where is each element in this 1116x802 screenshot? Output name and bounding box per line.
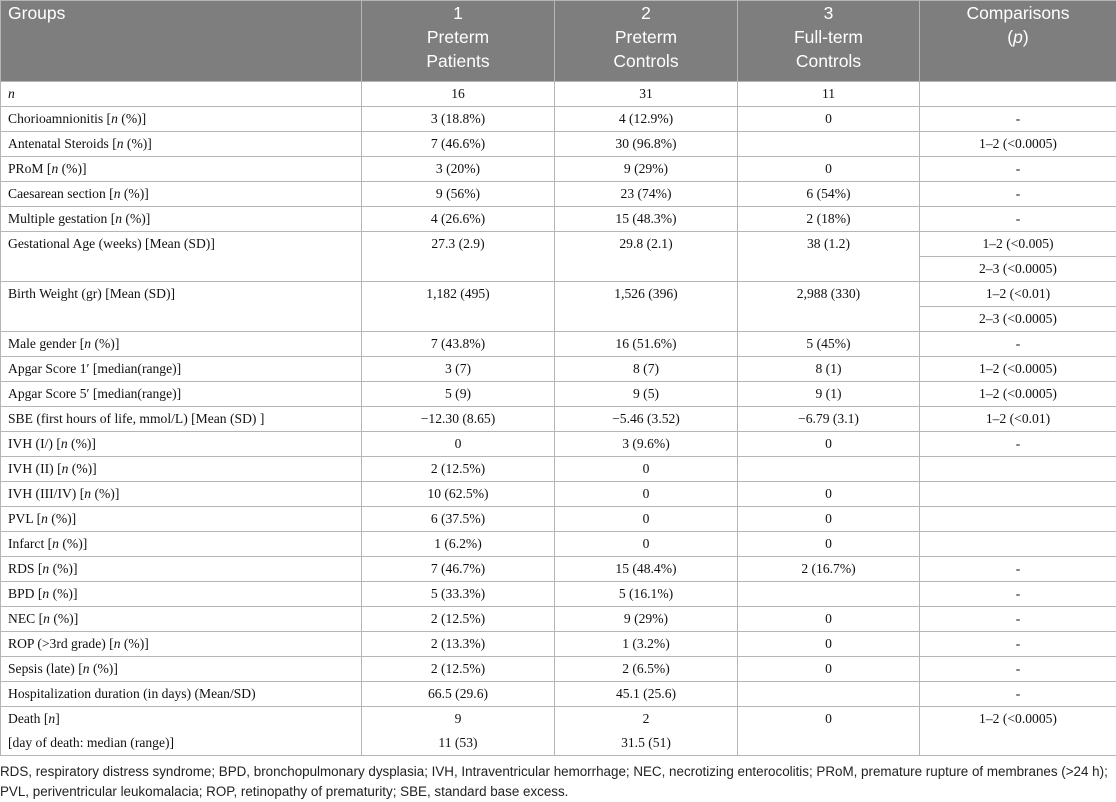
cell-comparison: -	[920, 632, 1116, 657]
label-n: n	[42, 586, 49, 601]
header-col3-line3: Controls	[745, 49, 912, 73]
table-row	[1, 407, 1116, 432]
cell-g2: 0	[555, 532, 738, 557]
table-row	[1, 507, 1116, 532]
row-label	[1, 707, 362, 756]
cell-g1: 4 (26.6%)	[362, 207, 555, 232]
cell-g3: 0	[738, 532, 920, 557]
cell-g1: 5 (33.3%)	[362, 582, 555, 607]
cell-g2: 31	[555, 82, 738, 107]
table-row	[1, 332, 1116, 357]
cell-g3: 8 (1)	[738, 357, 920, 382]
cell-comparison: -	[920, 157, 1116, 182]
table-row	[1, 382, 1116, 407]
label-suffix: (%)]	[49, 586, 77, 601]
cell-comparison: 1–2 (<0.0005)	[920, 382, 1116, 407]
cell-g1: 7 (46.6%)	[362, 132, 555, 157]
label-n: n	[61, 436, 68, 451]
cell-g1: 9 (56%)	[362, 182, 555, 207]
cell-comparison: -	[920, 332, 1116, 357]
cell-g2: 0	[555, 482, 738, 507]
cell-g3: 0	[738, 482, 920, 507]
label-n: n	[51, 161, 58, 176]
cell-comparison: -	[920, 657, 1116, 682]
table-row	[1, 232, 1116, 257]
table-row	[1, 607, 1116, 632]
header-col3-number: 3	[745, 1, 912, 25]
label-text: PRoM [	[8, 161, 51, 176]
cell-comparison: 1–2 (<0.01)	[920, 407, 1116, 432]
row-label: Gestational Age (weeks) [Mean (SD)]	[1, 232, 362, 282]
cell-g2: 4 (12.9%)	[555, 107, 738, 132]
death-label-line1	[8, 707, 354, 731]
cell-g1: 66.5 (29.6)	[362, 682, 555, 707]
label-n: n	[84, 486, 91, 501]
cell-comparison	[920, 457, 1116, 482]
row-label	[1, 507, 362, 532]
label-suffix: (%)]	[91, 486, 119, 501]
label-text: ROP (>3rd grade) [	[8, 636, 114, 651]
cell-g1: −12.30 (8.65)	[362, 407, 555, 432]
table-footnote: RDS, respiratory distress syndrome; BPD, bronchopulmonary dysplasia; IVH, Intraventricular hemorrhage; NEC, necrotizing enterocolitis; PRoM, premature rupture of membranes (>24 h); PVL, periventricular leukomalacia; ROP, retinopathy of prematurity; SBE, standard base excess.	[0, 762, 1116, 802]
cell-g3: −6.79 (3.1)	[738, 407, 920, 432]
label-text: IVH (I/) [	[8, 436, 61, 451]
row-label	[1, 607, 362, 632]
cell-g1: 16	[362, 82, 555, 107]
table-row	[1, 532, 1116, 557]
cell-comparison	[920, 507, 1116, 532]
cell-g3: 2 (16.7%)	[738, 557, 920, 582]
row-label	[1, 457, 362, 482]
cell-g3	[738, 132, 920, 157]
cell-g2: 8 (7)	[555, 357, 738, 382]
label-n: n	[115, 211, 122, 226]
label-n: n	[83, 661, 90, 676]
death-label-line2: [day of death: median (range)]	[8, 731, 354, 755]
death-g1-count: 9	[369, 707, 547, 731]
label-n: n	[62, 461, 69, 476]
cell-g2: 5 (16.1%)	[555, 582, 738, 607]
label-suffix: (%)]	[90, 661, 118, 676]
cell-comparison: -	[920, 582, 1116, 607]
label-suffix: ]	[55, 711, 60, 726]
label-text: NEC [	[8, 611, 43, 626]
cell-g2	[555, 707, 738, 756]
cell-g3: 0	[738, 157, 920, 182]
label-text: Sepsis (late) [	[8, 661, 83, 676]
table-row	[1, 457, 1116, 482]
cell-g2: 0	[555, 457, 738, 482]
label-n: n	[114, 186, 121, 201]
cell-g1: 0	[362, 432, 555, 457]
cell-comparison: 2–3 (<0.0005)	[920, 257, 1116, 282]
label-text: IVH (III/IV) [	[8, 486, 84, 501]
label-suffix: (%)]	[91, 336, 119, 351]
row-label	[1, 582, 362, 607]
cell-g3: 0	[738, 657, 920, 682]
row-label	[1, 332, 362, 357]
cell-g1: 2 (12.5%)	[362, 607, 555, 632]
header-col3-line2: Full-term	[745, 25, 912, 49]
row-label	[1, 432, 362, 457]
cell-g1	[362, 707, 555, 756]
cell-g1: 2 (12.5%)	[362, 657, 555, 682]
cell-g2: 3 (9.6%)	[555, 432, 738, 457]
row-label	[1, 182, 362, 207]
cell-g1: 7 (46.7%)	[362, 557, 555, 582]
death-g1-day: 11 (53)	[369, 731, 547, 755]
row-label: Hospitalization duration (in days) (Mean/SD)	[1, 682, 362, 707]
cell-g3	[738, 457, 920, 482]
row-label: Birth Weight (gr) [Mean (SD)]	[1, 282, 362, 332]
cell-g2: 23 (74%)	[555, 182, 738, 207]
cell-g1: 2 (13.3%)	[362, 632, 555, 657]
label-text: Infarct [	[8, 536, 52, 551]
label-n: n	[43, 611, 50, 626]
cell-g3: 0	[738, 607, 920, 632]
death-g2-count: 2	[562, 707, 730, 731]
cell-g3: 6 (54%)	[738, 182, 920, 207]
cell-g1: 27.3 (2.9)	[362, 232, 555, 282]
cell-g3: 38 (1.2)	[738, 232, 920, 282]
cell-comparison: 1–2 (<0.0005)	[920, 357, 1116, 382]
label-suffix: (%)]	[50, 611, 78, 626]
label-suffix: (%)]	[48, 511, 76, 526]
label-suffix: (%)]	[49, 561, 77, 576]
label-suffix: (%)]	[59, 536, 87, 551]
table-header-row	[1, 1, 1116, 82]
cell-g3: 2,988 (330)	[738, 282, 920, 332]
row-label	[1, 657, 362, 682]
cell-g1: 3 (7)	[362, 357, 555, 382]
cell-g2: 15 (48.4%)	[555, 557, 738, 582]
label-n: n	[41, 511, 48, 526]
cell-g3: 5 (45%)	[738, 332, 920, 357]
row-label	[1, 482, 362, 507]
cell-g1: 1,182 (495)	[362, 282, 555, 332]
header-comparisons-label: Comparisons	[927, 1, 1109, 25]
table-row	[1, 132, 1116, 157]
cell-comparison: -	[920, 557, 1116, 582]
cell-g3	[738, 682, 920, 707]
cell-comparison: 1–2 (<0.0005)	[920, 707, 1116, 756]
cell-g3: 0	[738, 707, 920, 756]
label-suffix: (%)]	[68, 461, 96, 476]
table-row	[1, 157, 1116, 182]
cell-comparison	[920, 482, 1116, 507]
label-text: BPD [	[8, 586, 42, 601]
cell-comparison: 2–3 (<0.0005)	[920, 307, 1116, 332]
cell-g1: 7 (43.8%)	[362, 332, 555, 357]
cell-comparison: -	[920, 682, 1116, 707]
header-p-value	[927, 25, 1109, 49]
header-col2-line2: Preterm	[562, 25, 730, 49]
cell-g2: 1,526 (396)	[555, 282, 738, 332]
cell-g1: 3 (18.8%)	[362, 107, 555, 132]
label-suffix: (%)]	[120, 186, 148, 201]
cell-g2: 9 (29%)	[555, 157, 738, 182]
row-label	[1, 532, 362, 557]
label-text: PVL [	[8, 511, 41, 526]
cell-g1: 1 (6.2%)	[362, 532, 555, 557]
cell-g3: 0	[738, 107, 920, 132]
label-suffix: (%)]	[121, 636, 149, 651]
cell-g2: 16 (51.6%)	[555, 332, 738, 357]
cell-g2: 9 (29%)	[555, 607, 738, 632]
header-preterm-patients	[362, 1, 555, 82]
label-n: n	[114, 636, 121, 651]
header-col1-number: 1	[369, 1, 547, 25]
cell-g2: 9 (5)	[555, 382, 738, 407]
cell-comparison	[920, 82, 1116, 107]
cell-comparison: 1–2 (<0.005)	[920, 232, 1116, 257]
p-open-paren: (	[1007, 27, 1013, 47]
row-label	[1, 107, 362, 132]
cell-g3: 9 (1)	[738, 382, 920, 407]
cell-comparison: -	[920, 207, 1116, 232]
header-fullterm-controls	[738, 1, 920, 82]
label-text: Antenatal Steroids [	[8, 136, 117, 151]
table-row	[1, 432, 1116, 457]
table-row	[1, 482, 1116, 507]
table-row	[1, 582, 1116, 607]
label-text: IVH (II) [	[8, 461, 62, 476]
row-label: Apgar Score 1′ [median(range)]	[1, 357, 362, 382]
label-n: n	[42, 561, 49, 576]
cell-g3: 2 (18%)	[738, 207, 920, 232]
cell-g1: 2 (12.5%)	[362, 457, 555, 482]
cell-g2: 15 (48.3%)	[555, 207, 738, 232]
table-row	[1, 207, 1116, 232]
label-n: n	[52, 536, 59, 551]
table-row	[1, 657, 1116, 682]
header-col2-line3: Controls	[562, 49, 730, 73]
cell-g3	[738, 582, 920, 607]
cell-g2: 0	[555, 507, 738, 532]
label-n: n	[84, 336, 91, 351]
header-groups: Groups	[1, 1, 362, 82]
cell-g1: 10 (62.5%)	[362, 482, 555, 507]
cell-g3: 11	[738, 82, 920, 107]
cell-g2: 30 (96.8%)	[555, 132, 738, 157]
cell-g3: 0	[738, 632, 920, 657]
cell-g1: 5 (9)	[362, 382, 555, 407]
cell-g2: 45.1 (25.6)	[555, 682, 738, 707]
label-text: Caesarean section [	[8, 186, 114, 201]
table-row	[1, 282, 1116, 307]
row-label	[1, 557, 362, 582]
cell-comparison: 1–2 (<0.0005)	[920, 132, 1116, 157]
row-label	[1, 207, 362, 232]
cell-g1: 3 (20%)	[362, 157, 555, 182]
cell-g3: 0	[738, 432, 920, 457]
cell-comparison: -	[920, 107, 1116, 132]
cell-comparison	[920, 532, 1116, 557]
header-col1-line2: Preterm	[369, 25, 547, 49]
table-row	[1, 682, 1116, 707]
p-close-paren: )	[1023, 27, 1029, 47]
cell-g3: 0	[738, 507, 920, 532]
table-row	[1, 707, 1116, 756]
label-suffix: (%)]	[124, 136, 152, 151]
cell-comparison: -	[920, 182, 1116, 207]
table-row	[1, 182, 1116, 207]
row-label: SBE (first hours of life, mmol/L) [Mean (SD) ]	[1, 407, 362, 432]
p-letter: p	[1013, 27, 1023, 47]
death-g2-day: 31.5 (51)	[562, 731, 730, 755]
label-suffix: (%)]	[58, 161, 86, 176]
cell-g2: 2 (6.5%)	[555, 657, 738, 682]
row-label: n	[1, 82, 362, 107]
header-col1-line3: Patients	[369, 49, 547, 73]
row-label: Apgar Score 5′ [median(range)]	[1, 382, 362, 407]
cell-comparison: -	[920, 432, 1116, 457]
label-n: n	[117, 136, 124, 151]
label-text: Death [	[8, 711, 48, 726]
cell-g1: 6 (37.5%)	[362, 507, 555, 532]
table-row	[1, 107, 1116, 132]
label-text: Chorioamnionitis [	[8, 111, 111, 126]
table-row	[1, 357, 1116, 382]
table-row	[1, 632, 1116, 657]
label-suffix: (%)]	[68, 436, 96, 451]
row-label	[1, 157, 362, 182]
cell-g2: −5.46 (3.52)	[555, 407, 738, 432]
label-text: RDS [	[8, 561, 42, 576]
label-text: Multiple gestation [	[8, 211, 115, 226]
header-comparisons	[920, 1, 1116, 82]
label-n: n	[111, 111, 118, 126]
row-label	[1, 632, 362, 657]
header-col2-number: 2	[562, 1, 730, 25]
label-suffix: (%)]	[118, 111, 146, 126]
row-label	[1, 132, 362, 157]
table-row	[1, 557, 1116, 582]
cell-comparison: 1–2 (<0.01)	[920, 282, 1116, 307]
label-suffix: (%)]	[122, 211, 150, 226]
table-row	[1, 82, 1116, 107]
header-preterm-controls	[555, 1, 738, 82]
cell-g2: 29.8 (2.1)	[555, 232, 738, 282]
label-text: Male gender [	[8, 336, 84, 351]
cell-comparison: -	[920, 607, 1116, 632]
cell-g2: 1 (3.2%)	[555, 632, 738, 657]
label-n: n	[48, 711, 55, 726]
